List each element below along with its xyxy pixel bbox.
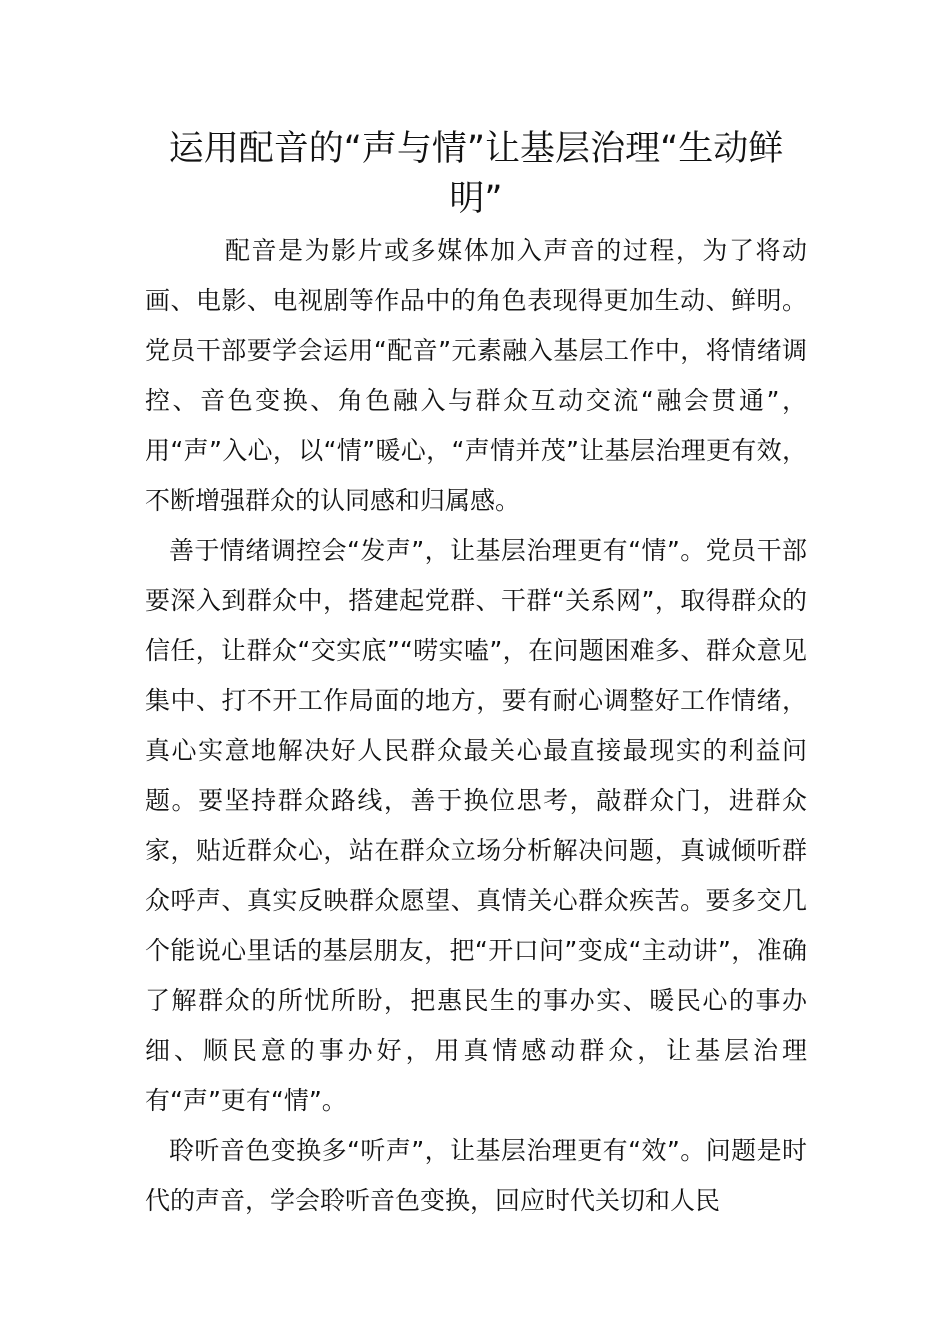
paragraph-intro: 配音是为影片或多媒体加入声音的过程，为了将动画、电影、电视剧等作品中的角色表现得更加生动、鲜明。党员干部要学会运用“配音”元素融入基层工作中，将情绪调控、音色变换、角色融入与群众互动交流“融会贯通”，用“声”入心，以“情”暖心，“声情并茂”让基层治理更有效，不断增强群众的认同感和归属感。	[145, 236, 807, 515]
document-title: 运用配音的“声与情”让基层治理“生动鲜明”	[168, 129, 784, 219]
document-body	[145, 226, 807, 1226]
paragraph-tone: 聆听音色变换多“听声”，让基层治理更有“效”。问题是时代的声音，学会聆听音色变换，回应时代关切和人民	[145, 1136, 807, 1215]
paragraph-emotion: 善于情绪调控会“发声”，让基层治理更有“情”。党员干部要深入到群众中，搭建起党群、干群“关系网”，取得群众的信任，让群众“交实底”“唠实嗑”，在问题困难多、群众意见集中、打不开工作局面的地方，要有耐心调整好工作情绪，真心实意地解决好人民群众最关心最直接最现实的利益问题。要坚持群众路线，善于换位思考，敲群众门，进群众家，贴近群众心，站在群众立场分析解决问题，真诚倾听群众呼声、真实反映群众愿望、真情关心群众疾苦。要多交几个能说心里话的基层朋友，把“开口问”变成“主动讲”，准确了解群众的所忧所盼，把惠民生的事办实、暖民心的事办细、顺民意的事办好，用真情感动群众，让基层治理有“声”更有“情”。	[145, 536, 807, 1115]
